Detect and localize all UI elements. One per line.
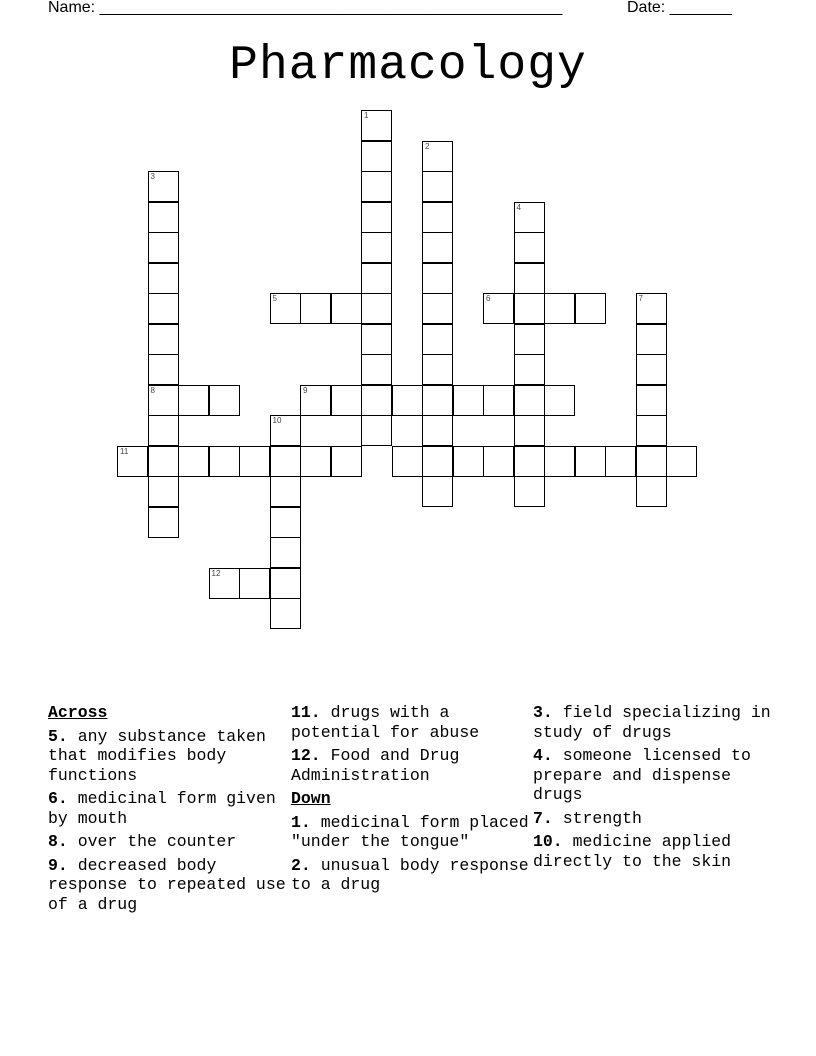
grid-cell[interactable] [514, 354, 545, 385]
grid-cell[interactable] [148, 446, 179, 477]
grid-cell[interactable] [514, 324, 545, 355]
grid-cell[interactable] [422, 171, 453, 202]
grid-cell[interactable] [178, 446, 209, 477]
clue-across-8: 8. over the counter [48, 832, 237, 851]
grid-cell[interactable] [514, 263, 545, 294]
grid-cell[interactable] [636, 385, 667, 416]
grid-cell[interactable] [514, 232, 545, 263]
clue-across-6: 6. medicinal form given by mouth [48, 789, 276, 828]
grid-cell[interactable] [422, 324, 453, 355]
clue-down-3: 3. field specializing in study of drugs [533, 703, 771, 742]
grid-cell[interactable] [636, 293, 667, 324]
cell-number: 3 [150, 172, 155, 181]
grid-cell[interactable] [270, 507, 301, 538]
grid-cell[interactable] [392, 446, 423, 477]
grid-cell[interactable] [514, 202, 545, 233]
grid-cell[interactable] [148, 293, 179, 324]
grid-cell[interactable] [270, 293, 301, 324]
grid-cell[interactable] [209, 385, 240, 416]
grid-cell[interactable] [575, 293, 606, 324]
grid-cell[interactable] [270, 476, 301, 507]
grid-cell[interactable] [148, 202, 179, 233]
across-heading: Across [48, 703, 108, 722]
grid-cell[interactable] [544, 385, 575, 416]
grid-cell[interactable] [331, 293, 362, 324]
clue-column-2 [291, 703, 531, 899]
grid-cell[interactable] [148, 385, 179, 416]
grid-cell[interactable] [148, 354, 179, 385]
grid-cell[interactable] [300, 385, 331, 416]
grid-cell[interactable] [422, 476, 453, 507]
clue-down-10: 10. medicine applied directly to the skin [533, 832, 732, 871]
grid-cell[interactable] [209, 446, 240, 477]
grid-cell[interactable] [514, 476, 545, 507]
grid-cell[interactable] [422, 232, 453, 263]
grid-cell[interactable] [636, 476, 667, 507]
grid-cell[interactable] [422, 354, 453, 385]
grid-cell[interactable] [331, 446, 362, 477]
grid-cell[interactable] [575, 446, 606, 477]
grid-cell[interactable] [453, 446, 484, 477]
cell-number: 8 [150, 385, 155, 395]
cell-number: 6 [486, 294, 491, 303]
grid-cell[interactable] [544, 293, 575, 324]
cell-number: 5 [272, 294, 277, 303]
grid-cell[interactable] [422, 293, 453, 324]
grid-cell[interactable] [239, 446, 270, 477]
grid-cell[interactable] [148, 476, 179, 507]
grid-cell[interactable] [422, 202, 453, 233]
grid-cell[interactable] [361, 263, 392, 294]
grid-cell[interactable] [331, 385, 362, 416]
grid-cell[interactable] [270, 568, 301, 599]
grid-cell[interactable] [178, 385, 209, 416]
clue-down-2: 2. unusual body response to a drug [291, 855, 529, 894]
grid-cell[interactable] [422, 141, 453, 172]
grid-cell[interactable] [514, 415, 545, 446]
grid-cell[interactable] [361, 415, 392, 446]
grid-cell[interactable] [148, 263, 179, 294]
grid-cell[interactable] [148, 415, 179, 446]
grid-cell[interactable] [422, 263, 453, 294]
grid-cell[interactable] [422, 415, 453, 446]
cell-number: 4 [516, 202, 521, 212]
grid-cell[interactable] [392, 385, 423, 416]
clue-across-5: 5. any substance taken that modifies body functions [48, 726, 266, 785]
grid-cell[interactable] [636, 415, 667, 446]
grid-cell[interactable] [422, 446, 453, 477]
grid-cell[interactable] [270, 415, 301, 446]
cell-number: 2 [425, 141, 430, 151]
grid-cell[interactable] [453, 385, 484, 416]
grid-cell[interactable] [636, 446, 667, 477]
grid-cell[interactable] [117, 446, 148, 477]
cell-number: 9 [303, 385, 308, 395]
grid-cell[interactable] [666, 446, 697, 477]
grid-cell[interactable] [483, 293, 514, 324]
clue-across-11: 11. drugs with a potential for abuse [291, 703, 480, 742]
grid-cell[interactable] [270, 598, 301, 629]
down-heading: Down [291, 789, 331, 808]
grid-cell[interactable] [148, 324, 179, 355]
grid-cell[interactable] [636, 324, 667, 355]
clue-column-1 [48, 703, 288, 918]
grid-cell[interactable] [361, 232, 392, 263]
grid-cell[interactable] [148, 171, 179, 202]
grid-cell[interactable] [514, 293, 545, 324]
cell-number: 10 [272, 416, 282, 425]
grid-cell[interactable] [300, 446, 331, 477]
grid-cell[interactable] [209, 568, 240, 599]
cell-number: 1 [364, 111, 369, 120]
grid-cell[interactable] [361, 110, 392, 141]
grid-cell[interactable] [148, 507, 179, 538]
grid-cell[interactable] [483, 385, 514, 416]
clue-down-4: 4. someone licensed to prepare and dispense drugs [533, 746, 751, 804]
grid-cell[interactable] [361, 324, 392, 355]
grid-cell[interactable] [239, 568, 270, 599]
name-field-label: Name: ____________________________________________________ [48, 0, 563, 16]
grid-cell[interactable] [148, 232, 179, 263]
clue-column-3 [533, 703, 773, 875]
grid-cell[interactable] [270, 446, 301, 477]
puzzle-title: Pharmacology [229, 39, 587, 93]
grid-cell[interactable] [361, 385, 392, 416]
grid-cell[interactable] [361, 354, 392, 385]
clue-across-12: 12. Food and Drug Administration [291, 746, 460, 785]
grid-cell[interactable] [514, 446, 545, 477]
grid-cell[interactable] [361, 293, 392, 324]
grid-cell[interactable] [605, 446, 636, 477]
grid-cell[interactable] [483, 446, 514, 477]
grid-cell[interactable] [514, 385, 545, 416]
grid-cell[interactable] [544, 446, 575, 477]
grid-cell[interactable] [422, 385, 453, 416]
grid-cell[interactable] [361, 141, 392, 172]
grid-cell[interactable] [361, 202, 392, 233]
cell-number: 7 [638, 294, 643, 303]
clue-down-7: 7. strength [533, 808, 642, 828]
grid-cell[interactable] [636, 354, 667, 385]
grid-cell[interactable] [361, 171, 392, 202]
cell-number: 11 [120, 446, 129, 456]
grid-cell[interactable] [300, 293, 331, 324]
date-field-label: Date: _______ [627, 0, 732, 16]
clue-across-9: 9. decreased body response to repeated use of a drug [48, 855, 286, 914]
grid-cell[interactable] [270, 537, 301, 568]
cell-number: 12 [211, 568, 221, 578]
clue-down-1: 1. medicinal form placed "under the tongue" [291, 812, 529, 851]
